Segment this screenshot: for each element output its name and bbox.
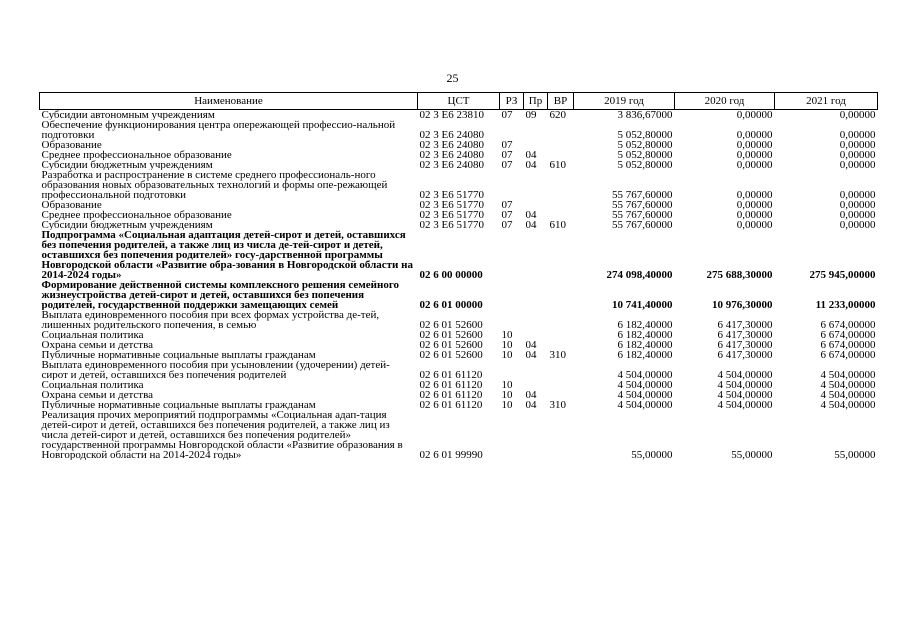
cell-pr: 04: [525, 350, 537, 360]
table-row: [40, 220, 878, 230]
cell-2019: 4 504,00000: [617, 380, 673, 390]
cell-2019: 6 182,40000: [617, 319, 673, 330]
cell-vr: [548, 330, 574, 340]
cell-pr: [524, 200, 548, 210]
cell-name: Охрана семьи и детства: [41, 340, 154, 350]
header-2019: 2019 год: [574, 93, 675, 110]
cell-name: Субсидии бюджетным учреждениям: [41, 160, 213, 170]
cell-vr: [548, 210, 574, 220]
cell-pr: [524, 280, 548, 310]
cell-2020: 4 504,00000: [717, 390, 773, 400]
cell-vr: [548, 230, 574, 280]
table-row: [40, 360, 878, 380]
cell-name: Публичные нормативные социальные выплаты гражданам: [41, 400, 316, 410]
cell-pr: [524, 310, 548, 330]
cell-csr: 02 3 E6 51770: [419, 220, 484, 230]
cell-2021: 4 504,00000: [820, 390, 876, 400]
cell-pr: 04: [525, 400, 537, 410]
cell-pr: [524, 360, 548, 380]
cell-rz: 10: [501, 390, 513, 400]
cell-2020: 0,00000: [736, 140, 773, 150]
cell-pr: 04: [525, 340, 537, 350]
cell-pr: 09: [525, 109, 537, 120]
table-body: [40, 110, 878, 461]
cell-rz: 10: [501, 380, 513, 390]
cell-csr: 02 3 E6 51770: [419, 210, 484, 220]
table-row: [40, 150, 878, 160]
cell-vr: [548, 140, 574, 150]
cell-vr: 310: [549, 350, 566, 360]
cell-csr: 02 6 00 00000: [419, 269, 483, 280]
cell-name: Подпрограмма «Социальная адаптация детей-сирот и детей, оставшихся без попечения родителей, а также лиц из числа де-тей-сирот и детей, оставшихся без попечения родителей» госу-дарственной программы Новгородской области «Развитие обра-зования в Новгородской области на 2014-2024 годы»: [41, 230, 413, 280]
cell-2020: 0,00000: [736, 129, 773, 140]
cell-2021: 6 674,00000: [820, 319, 876, 330]
table-header: [40, 93, 878, 110]
cell-2019: 55 767,60000: [612, 220, 673, 230]
cell-2021: 11 233,00000: [815, 299, 876, 310]
cell-name: Среднее профессиональное образование: [41, 210, 232, 220]
cell-vr: [548, 340, 574, 350]
cell-2020: 10 976,30000: [712, 299, 773, 310]
cell-rz: 07: [501, 160, 513, 170]
header-rz: РЗ: [500, 93, 524, 110]
cell-pr: [524, 140, 548, 150]
cell-vr: [548, 280, 574, 310]
cell-vr: 620: [549, 109, 566, 120]
cell-rz: [500, 410, 524, 460]
cell-pr: [524, 410, 548, 460]
cell-rz: 07: [501, 150, 513, 160]
table-row: [40, 350, 878, 360]
header-csr: ЦСТ: [418, 93, 500, 110]
cell-2021: 0,00000: [839, 220, 876, 230]
cell-2019: 6 182,40000: [617, 330, 673, 340]
cell-csr: 02 6 01 52600: [419, 330, 483, 340]
cell-csr: 02 6 01 61120: [419, 400, 483, 410]
cell-vr: [548, 310, 574, 330]
table-row: [40, 340, 878, 350]
cell-name: Публичные нормативные социальные выплаты гражданам: [41, 350, 316, 360]
cell-2019: 5 052,80000: [617, 160, 673, 170]
cell-2019: 10 741,40000: [612, 299, 673, 310]
header-pr: Пр: [524, 93, 548, 110]
cell-csr: 02 3 E6 24080: [419, 150, 484, 160]
cell-vr: [548, 380, 574, 390]
header-name: Наименование: [40, 93, 418, 110]
cell-vr: [548, 360, 574, 380]
table-row: [40, 400, 878, 410]
table-row: [40, 160, 878, 170]
cell-name: Социальная политика: [41, 330, 144, 340]
cell-csr: 02 3 E6 51770: [419, 189, 484, 200]
cell-rz: [500, 360, 524, 380]
cell-2020: 4 504,00000: [717, 380, 773, 390]
cell-2021: 4 504,00000: [820, 400, 876, 410]
cell-csr: 02 6 01 52600: [419, 350, 483, 360]
cell-2019: 55,00000: [631, 449, 673, 460]
cell-csr: 02 3 E6 24080: [419, 160, 484, 170]
cell-csr: 02 3 E6 51770: [419, 200, 484, 210]
cell-2021: 6 674,00000: [820, 340, 876, 350]
cell-rz: 10: [501, 400, 513, 410]
table-row: [40, 200, 878, 210]
cell-rz: 07: [501, 200, 513, 210]
cell-rz: [500, 280, 524, 310]
cell-pr: 04: [525, 220, 537, 230]
cell-2021: 4 504,00000: [820, 369, 876, 380]
table-row: [40, 230, 878, 280]
cell-2019: 4 504,00000: [617, 400, 673, 410]
cell-2019: 55 767,60000: [612, 200, 673, 210]
cell-2020: 0,00000: [736, 160, 773, 170]
cell-name: Социальная политика: [41, 380, 144, 390]
cell-pr: [524, 120, 548, 140]
cell-vr: 610: [549, 220, 566, 230]
cell-rz: [500, 310, 524, 330]
cell-csr: 02 6 01 61120: [419, 390, 483, 400]
cell-pr: [524, 170, 548, 200]
cell-2020: 275 688,30000: [706, 269, 773, 280]
cell-name: Выплата единовременного пособия при всех формах устройства де-тей, лишенных родительского попечения, в семью: [41, 310, 380, 330]
cell-2020: 6 417,30000: [717, 330, 773, 340]
cell-csr: 02 6 01 52600: [419, 340, 483, 350]
cell-csr: 02 6 01 61120: [419, 369, 483, 380]
cell-2019: 5 052,80000: [617, 150, 673, 160]
cell-pr: 04: [525, 150, 537, 160]
cell-vr: 610: [549, 160, 566, 170]
cell-vr: [548, 170, 574, 200]
cell-rz: [500, 170, 524, 200]
cell-2019: 5 052,80000: [617, 129, 673, 140]
cell-rz: 10: [501, 350, 513, 360]
cell-csr: 02 6 01 52600: [419, 319, 483, 330]
table-row: [40, 120, 878, 140]
cell-csr: 02 3 E6 24080: [419, 140, 484, 150]
table-row: [40, 380, 878, 390]
cell-2020: 0,00000: [736, 220, 773, 230]
table-row: [40, 110, 878, 121]
cell-pr: [524, 330, 548, 340]
cell-rz: 07: [501, 140, 513, 150]
cell-vr: [548, 390, 574, 400]
cell-name: Образование: [41, 200, 102, 210]
header-2021: 2021 год: [775, 93, 878, 110]
cell-2019: 5 052,80000: [617, 140, 673, 150]
cell-2021: 0,00000: [839, 129, 876, 140]
cell-rz: 07: [501, 109, 513, 120]
cell-name: Формирование действенной системы комплексного решения семейного жизнеустройства детей-сирот и детей, оставшихся без попечения родителей, государственной поддержки замещающих семей: [41, 280, 400, 310]
cell-2020: 6 417,30000: [717, 319, 773, 330]
budget-table: [39, 92, 878, 460]
cell-2020: 4 504,00000: [717, 369, 773, 380]
cell-2020: 0,00000: [736, 109, 773, 120]
cell-pr: 04: [525, 210, 537, 220]
cell-pr: 04: [525, 390, 537, 400]
cell-name: Выплата единовременного пособия при усыновлении (удочерении) детей-сирот и детей, оставшихся без попечения родителей: [41, 360, 390, 380]
cell-rz: 07: [501, 210, 513, 220]
cell-2021: 0,00000: [839, 189, 876, 200]
page-number: 25: [446, 71, 459, 85]
table-row: [40, 390, 878, 400]
cell-rz: 10: [501, 330, 513, 340]
cell-2021: 0,00000: [839, 150, 876, 160]
cell-name: Охрана семьи и детства: [41, 390, 154, 400]
cell-pr: [524, 230, 548, 280]
cell-2021: 0,00000: [839, 109, 876, 120]
cell-2019: 3 836,67000: [617, 109, 673, 120]
cell-2019: 6 182,40000: [617, 350, 673, 360]
cell-2021: 0,00000: [839, 140, 876, 150]
cell-2019: 55 767,60000: [612, 210, 673, 220]
cell-name: Субсидии автономным учреждениям: [41, 109, 215, 120]
table-row: [40, 210, 878, 220]
cell-vr: [548, 200, 574, 210]
cell-2020: 4 504,00000: [717, 400, 773, 410]
cell-name: Среднее профессиональное образование: [41, 150, 232, 160]
cell-name: Реализация прочих мероприятий подпрограммы «Социальная адап-тация детей-сирот и детей, оставшихся без попечения родителей, а также лиц из числа детей-сирот и детей, оставшихся без попечения родителей» государственной программы Новгородской области «Развитие образования в Новгородской области на 2014-2024 годы»: [41, 410, 403, 460]
cell-csr: 02 6 01 61120: [419, 380, 483, 390]
cell-vr: [548, 150, 574, 160]
cell-2021: 55,00000: [834, 449, 876, 460]
cell-2021: 4 504,00000: [820, 380, 876, 390]
cell-name: Обеспечение функционирования центра опережающей профессио-нальной подготовки: [41, 120, 396, 140]
cell-vr: [548, 410, 574, 460]
cell-rz: [500, 230, 524, 280]
cell-2020: 0,00000: [736, 200, 773, 210]
cell-2019: 6 182,40000: [617, 340, 673, 350]
cell-2019: 274 098,40000: [606, 269, 673, 280]
cell-2021: 6 674,00000: [820, 350, 876, 360]
table-row: [40, 330, 878, 340]
header-2020: 2020 год: [675, 93, 775, 110]
cell-csr: 02 6 01 00000: [419, 299, 483, 310]
cell-name: Субсидии бюджетным учреждениям: [41, 220, 213, 230]
cell-rz: 10: [501, 340, 513, 350]
header-vr: ВР: [548, 93, 574, 110]
table-row: [40, 140, 878, 150]
cell-vr: 310: [549, 400, 566, 410]
cell-csr: 02 6 01 99990: [419, 449, 483, 460]
cell-rz: [500, 120, 524, 140]
cell-2021: 275 945,00000: [809, 269, 876, 280]
cell-csr: 02 3 E6 23810: [419, 109, 484, 120]
cell-csr: 02 3 E6 24080: [419, 129, 484, 140]
cell-2021: 0,00000: [839, 200, 876, 210]
cell-2020: 0,00000: [736, 189, 773, 200]
table-row: [40, 310, 878, 330]
cell-name: Разработка и распространение в системе среднего профессиональ-ного образования новых образовательных технологий и формы опе-режающей профессиональной подготовки: [41, 170, 388, 200]
cell-2019: 55 767,60000: [612, 189, 673, 200]
cell-2020: 0,00000: [736, 210, 773, 220]
cell-pr: [524, 380, 548, 390]
table-row: [40, 170, 878, 200]
cell-2021: 0,00000: [839, 160, 876, 170]
cell-pr: 04: [525, 160, 537, 170]
cell-2020: 55,00000: [731, 449, 773, 460]
cell-2020: 0,00000: [736, 150, 773, 160]
cell-vr: [548, 120, 574, 140]
cell-2019: 4 504,00000: [617, 390, 673, 400]
cell-rz: 07: [501, 220, 513, 230]
cell-2019: 4 504,00000: [617, 369, 673, 380]
table-row: [40, 280, 878, 310]
cell-2020: 6 417,30000: [717, 340, 773, 350]
cell-2021: 0,00000: [839, 210, 876, 220]
cell-name: Образование: [41, 140, 102, 150]
header-row: [40, 93, 878, 110]
cell-2021: 6 674,00000: [820, 330, 876, 340]
cell-2020: 6 417,30000: [717, 350, 773, 360]
table-row: [40, 410, 878, 460]
